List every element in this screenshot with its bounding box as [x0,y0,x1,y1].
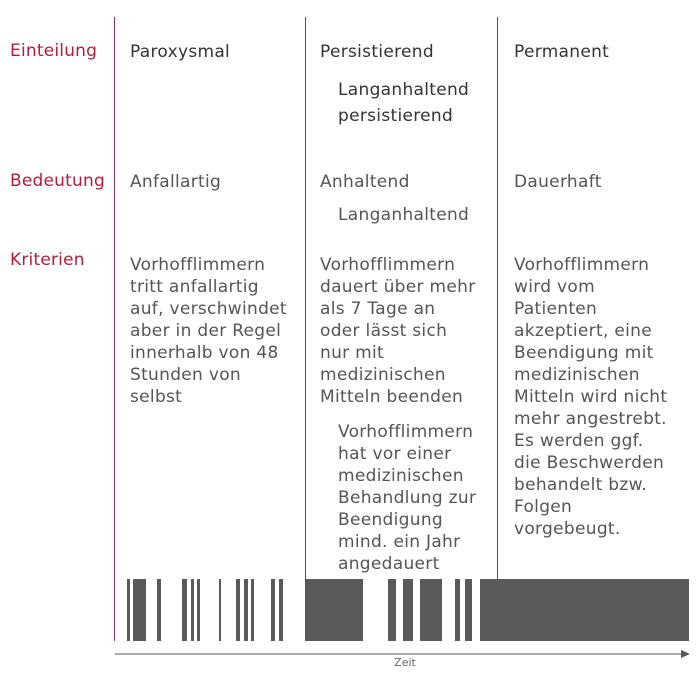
timeline-episode [306,579,363,641]
timeline-episode [127,579,130,641]
column-divider-2 [305,17,306,641]
paroxysmal-meaning: Anfallartig [130,172,222,192]
timeline-episode [191,579,194,641]
timeline-episode [133,579,146,641]
timeline-episode [197,579,200,641]
permanent-meaning: Dauerhaft [514,172,602,192]
persistierend-criteria: Vorhofflimmern dauert über mehr als 7 Tage an oder lässt sich nur mit medizinischen Mitteln beenden [320,255,476,407]
permanent-title: Permanent [514,42,610,62]
timeline-episode [388,579,396,641]
timeline-episode [420,579,442,641]
langanhaltend-meaning: Langanhaltend [338,205,470,225]
timeline-episode [244,579,248,641]
timeline-episode [236,579,240,641]
paroxysmal-criteria: Vorhofflimmern tritt anfallartig auf, verschwindet aber in der Regel innerhalb von 48 Stunden von selbst [130,255,287,407]
permanent-criteria: Vorhofflimmern wird vom Patienten akzeptiert, eine Beendigung mit medizinischen Mitteln wird nicht mehr angestrebt. Es werden ggf. die Beschwerden behandelt bzw. Folgen vorgebeugt. [514,255,668,539]
timeline-episode [271,579,275,641]
timeline-episode [251,579,254,641]
timeline-episode [182,579,187,641]
column-divider-1 [114,17,115,641]
time-axis-label: Zeit [394,656,416,669]
timeline-episode [480,579,689,641]
timeline-episode [403,579,413,641]
langanhaltend-criteria: Vorhofflimmern hat vor einer medizinischen Behandlung zur Beendigung mind. ein Jahr angedauert [338,422,477,574]
timeline-episode [157,579,161,641]
persistierend-title: Persistierend [320,42,434,62]
timeline-episode [465,579,472,641]
timeline-episode [455,579,460,641]
persistierend-meaning: Anhaltend [320,172,410,192]
row-label-einteilung: Einteilung [10,41,98,61]
langanhaltend-persistierend-title: Langanhaltend persistierend [338,80,470,126]
column-divider-3 [497,17,498,641]
row-label-kriterien: Kriterien [10,250,85,270]
timeline-episode [219,579,221,641]
row-label-bedeutung: Bedeutung [10,171,105,191]
afib-timeline-bar [115,579,689,641]
paroxysmal-title: Paroxysmal [130,42,231,62]
timeline-episode [279,579,283,641]
